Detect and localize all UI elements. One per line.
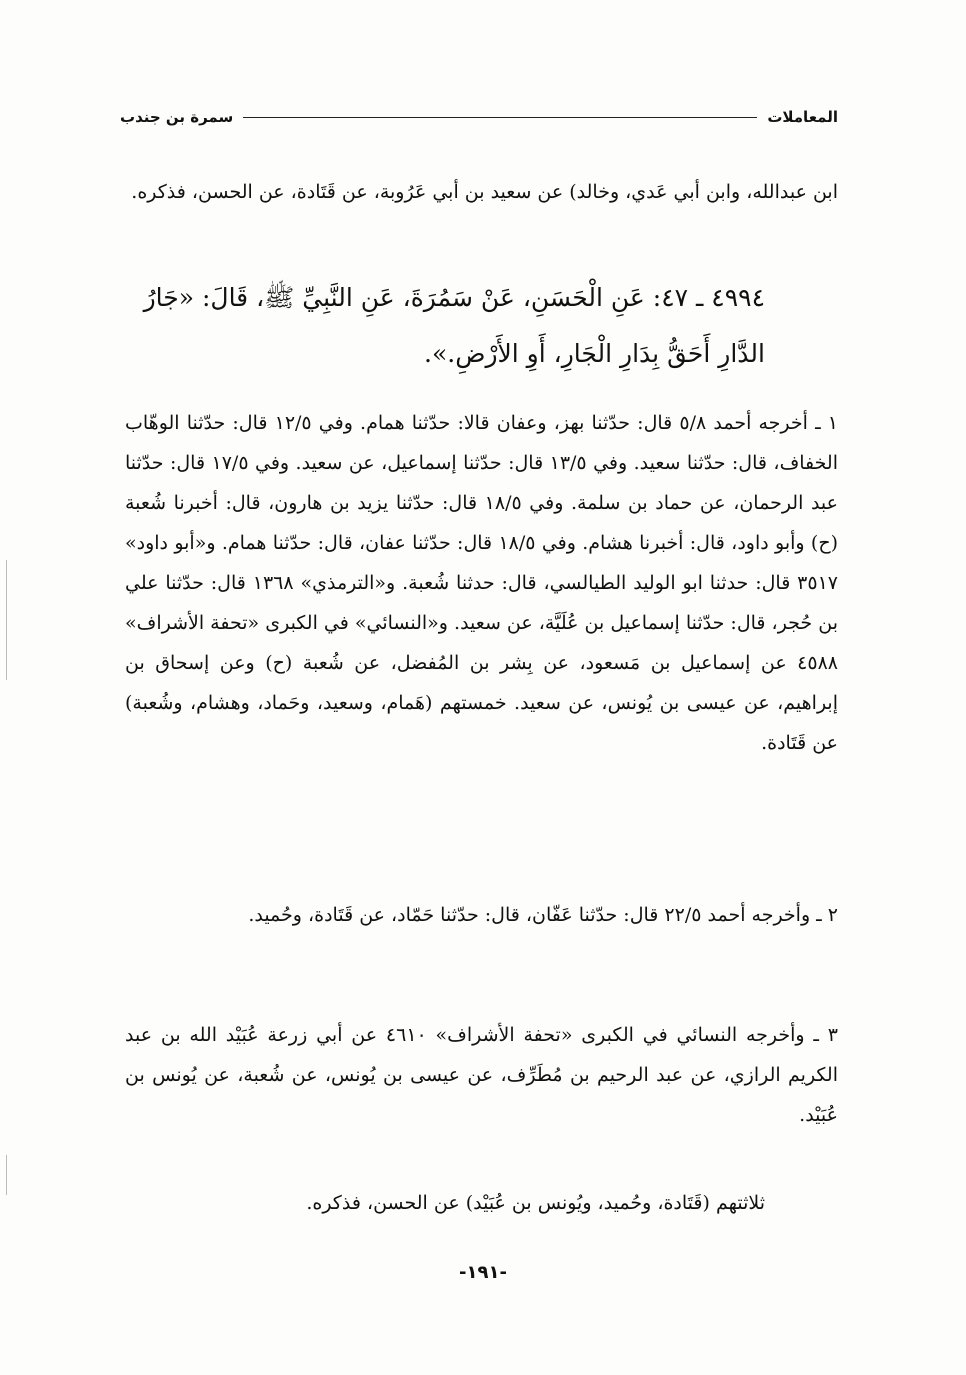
closing-line: ثلاثتهم (قَتَادة، وحُميد، ويُونس بن عُبَيْد) عن الحسن، فذكره. bbox=[306, 1192, 765, 1214]
book-title: المعاملات bbox=[767, 108, 838, 126]
section-title: سمرة بن جندب bbox=[120, 108, 234, 126]
running-header bbox=[120, 100, 838, 134]
takhrij-paragraph-1: ١ ـ أخرجه أحمد ٥/٨ قال: حدّثنا بهز، وعفان قالا: حدّثنا همام. وفي ١٢/٥ قال: حدّثنا الوهّاب الخفاف، قال: حدّثنا سعيد. وفي ١٣/٥ قال: حدّثنا إسماعيل، عن سعيد. وفي ١٧/٥ قال: حدّثنا عبد الرحمان، عن حماد بن سلمة. وفي ١٨/٥ قال: حدّثنا يزيد بن هارون، قال: أخبرنا شُعبة (ح) وأبو داود، قال: أخبرنا هشام. وفي ١٨/٥ قال: حدّثنا عفان، قال: حدّثنا همام. و«أبو داود» ٣٥١٧ قال: حدثنا ابو الوليد الطيالسي، قال: حدثنا شُعبة. و«الترمذي» ١٣٦٨ قال: حدّثنا علي بن حُجر، قال: حدّثنا إسماعيل بن عُلَيَّة، عن سعيد. و«النسائي» في الكبرى «تحفة الأشراف» ٤٥٨٨ عن إسماعيل بن مَسعود، عن بِشر بن المُفضل، عن شُعبة (ح) وعن إسحاق بن إبراهيم، عن عيسى بن يُونس، عن سعيد. خمستهم (هَمام، وسعيد، وحَماد، وهشام، وشُعبة) عن قَتَادة. bbox=[125, 412, 838, 754]
margin-line bbox=[6, 560, 7, 680]
takhrij-paragraph-2: ٢ ـ وأخرجه أحمد ٢٢/٥ قال: حدّثنا عَفّان، قال: حدّثنا حَمّاد، عن قَتَادة، وحُميد. bbox=[248, 904, 838, 926]
header-rule bbox=[243, 117, 757, 118]
takhrij-paragraph-3: ٣ ـ وأخرجه النسائي في الكبرى «تحفة الأشراف» ٤٦١٠ عن أبي زرعة عُبَيْد الله بن عبد الكريم الرازي، عن عبد الرحيم بن مُطَرِّف، عن عيسى بن يُونس، عن شُعبة، عن يُونس بن عُبَيْد. bbox=[125, 1024, 838, 1126]
margin-line bbox=[6, 1155, 7, 1195]
hadith-text: ٤٩٩٤ ـ ٤٧: عَنِ الْحَسَنِ، عَنْ سَمُرَةَ، عَنِ النَّبِيِّ ﷺ، قَالَ: «جَارُ الدَّارِ أَحَقُّ بِدَارِ الْجَارِ، أَوِ الأَرْضِ.». bbox=[143, 283, 765, 368]
page-number: -١٩١- bbox=[459, 1262, 507, 1283]
continuation-paragraph: ابن عبدالله، وابن أبي عَدي، وخالد) عن سعيد بن أبي عَرُوبة، عن قَتَادة، عن الحسن، فذكره. bbox=[131, 181, 838, 203]
